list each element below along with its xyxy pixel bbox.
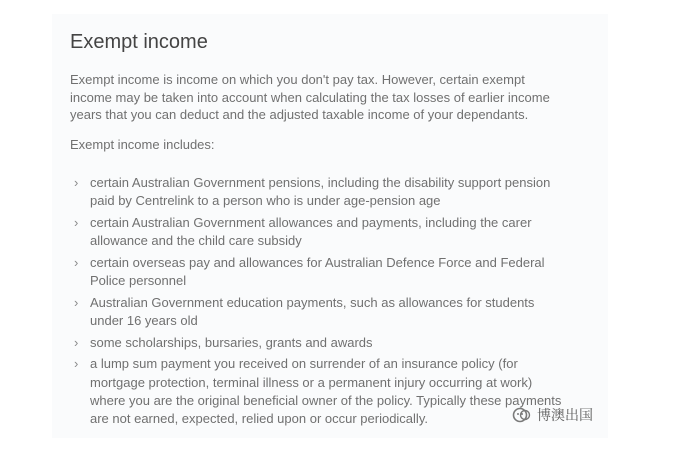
includes-label: Exempt income includes:	[70, 136, 215, 152]
chevron-right-icon: ›	[74, 214, 79, 230]
list-item-text: some scholarships, bursaries, grants and awards	[90, 334, 373, 350]
watermark-text: 博澳出国	[537, 408, 593, 424]
list-item-text: Australian Government education payments, such as allowances for students under 16 years old	[90, 294, 535, 328]
chevron-right-icon: ›	[74, 356, 79, 372]
document-content	[70, 30, 570, 432]
wechat-official-account-icon	[512, 406, 532, 424]
chevron-right-icon: ›	[74, 175, 79, 190]
list-item-text: certain overseas pay and allowances for Australian Defence Force and Federal Police personnel	[90, 254, 545, 289]
list-item-text: a lump sum payment you received on surrender of an insurance policy (for mortgage protection, terminal illness or a permanent injury occurring at work) where you are the original beneficial owner of the policy. Typically these payments are not earned, expected, relied upon or occur periodically.	[90, 356, 562, 426]
watermark	[512, 405, 593, 425]
list-item	[70, 174, 570, 210]
exempt-income-list	[70, 174, 570, 428]
chevron-right-icon: ›	[74, 254, 79, 270]
list-item	[70, 294, 570, 330]
list-item-text: certain Australian Government allowances and payments, including the carer allowance and the child care subsidy	[90, 214, 532, 249]
list-item	[70, 254, 570, 290]
intro-paragraph: Exempt income is income on which you don't pay tax. However, certain exempt income may be taken into account when calculating the tax losses of earlier income years that you can deduct and the adjusted taxable income of your dependants.	[70, 72, 550, 122]
chevron-right-icon: ›	[74, 334, 79, 350]
page-title: Exempt income	[70, 31, 208, 53]
list-item	[70, 334, 570, 352]
list-item-text: certain Australian Government pensions, including the disability support pension paid by Centrelink to a person who is under age-pension age	[90, 175, 551, 209]
chevron-right-icon: ›	[74, 294, 79, 310]
list-item	[70, 214, 570, 250]
list-item	[70, 355, 570, 428]
